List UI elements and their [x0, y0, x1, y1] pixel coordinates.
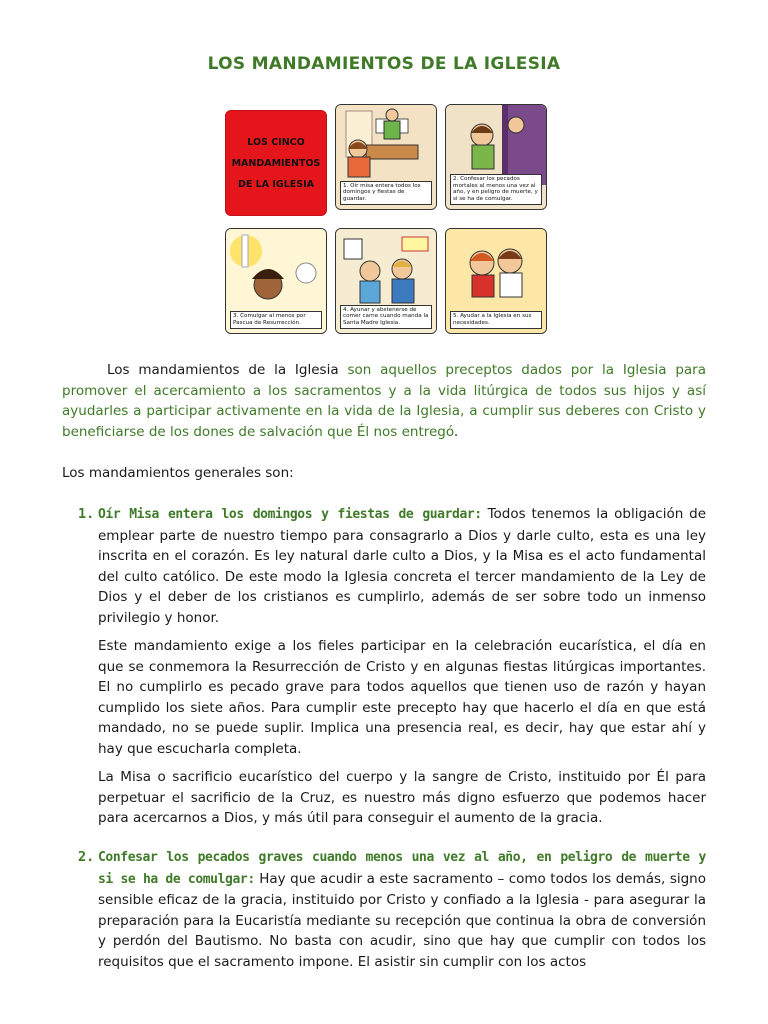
- commandment-heading: Confesar los pecados graves cuando menos una vez al año, en peligro de muerte y si se ha de comulgar:: [98, 850, 706, 887]
- illustration-panel-helping: [445, 228, 547, 334]
- panel-caption: 1. Oír misa entera todos los domingos y fiestas de guardar.: [340, 181, 432, 205]
- panel-caption: 2. Confesar los pecados mortales al menos una vez al año, y en peligro de muerte, y si se ha de comulgar.: [450, 174, 542, 205]
- general-heading: Los mandamientos generales son:: [62, 465, 294, 481]
- intro-text: Los mandamientos de la Iglesia: [107, 362, 348, 378]
- illustration-title-panel: [225, 110, 327, 216]
- panel-caption: 5. Ayudar a la Iglesia en sus necesidades.: [450, 311, 542, 329]
- intro-definition: son aquellos preceptos dados por la Iglesia para promover el acercamiento a los sacramentos y a la vida litúrgica de todos sus hijos y así ayudarles a participar activamente en la vida de la Iglesia, a cumplir sus deberes con Cristo y beneficiarse de los dones de salvación que Él nos entregó: [62, 362, 706, 440]
- illustration-panel-mass: [335, 104, 437, 210]
- illustration-panel-easter: [225, 228, 327, 334]
- illustration-title-line: DE LA IGLESIA: [237, 178, 314, 190]
- commandment-text: Hay que acudir a este sacramento – como todos los demás, signo sensible eficaz de la gracia, instituido por Cristo y confiado a la Iglesia - para asegurar la preparación para la Eucaristía mediante su recepción que continua la obra de conversión y perdón del Bautismo. No basta con acudir, sino que hay que cumplir con todos los requisitos que el sacramento impone. El asistir sin cumplir con los actos: [98, 870, 706, 970]
- illustration-panel-confession: [445, 104, 547, 210]
- intro-end: .: [453, 423, 459, 440]
- intro-paragraph: [62, 360, 706, 442]
- illustration-title-line: MANDAMIENTOS: [231, 157, 321, 169]
- commandments-illustration: [219, 100, 551, 340]
- commandment-text: Todos tenemos la obligación de emplear parte de nuestro tiempo para consagrarlo a Dios y darle culto, esta es una ley inscrita en el corazón. Es ley natural darle culto a Dios, y la Misa es el acto fundamental del culto católico. De este modo la Iglesia concreta el tercer mandamiento de la Ley de Dios y el deber de los cristianos es cumplirlo, además de ser sobre todo un inmenso privilegio y honor.: [98, 506, 706, 626]
- page-title: LOS MANDAMIENTOS DE LA IGLESIA: [207, 54, 561, 74]
- panel-caption: 3. Comulgar al menos por Pascua de Resurrección.: [230, 311, 322, 329]
- panel-caption: 4. Ayunar y abstenerse de comer carne cuando manda la Santa Madre Iglesia.: [340, 305, 432, 329]
- illustration-title-line: LOS CINCO: [247, 136, 305, 148]
- item-number: 1.: [78, 506, 95, 522]
- illustration-panel-fasting: [335, 228, 437, 334]
- commandment-item-2: [98, 847, 706, 972]
- commandment-paragraph: Este mandamiento exige a los fieles participar en la celebración eucarística, el día en que se conmemora la Resurrección de Cristo y en algunas fiestas litúrgicas importantes. El no cumplirlo es pecado grave para todos aquellos que tienen uso de razón y hayan cumplido los siete años. Para cumplir este precepto hay que hacerlo el día en que está mandado, no se puede suplir. Implica una presencia real, es decir, hay que estar ahí y hay que escucharla completa.: [98, 638, 706, 757]
- commandment-item-1: [98, 504, 706, 628]
- commandment-heading: Oír Misa entera los domingos y fiestas de guardar:: [98, 507, 482, 522]
- item-number: 2.: [78, 849, 95, 865]
- commandment-paragraph: La Misa o sacrificio eucarístico del cuerpo y la sangre de Cristo, instituido por Él para perpetuar el sacrificio de la Cruz, es nuestro más digno esfuerzo que podemos hacer para acercarnos a Dios, y más útil para conseguir el aumento de la gracia.: [98, 769, 706, 826]
